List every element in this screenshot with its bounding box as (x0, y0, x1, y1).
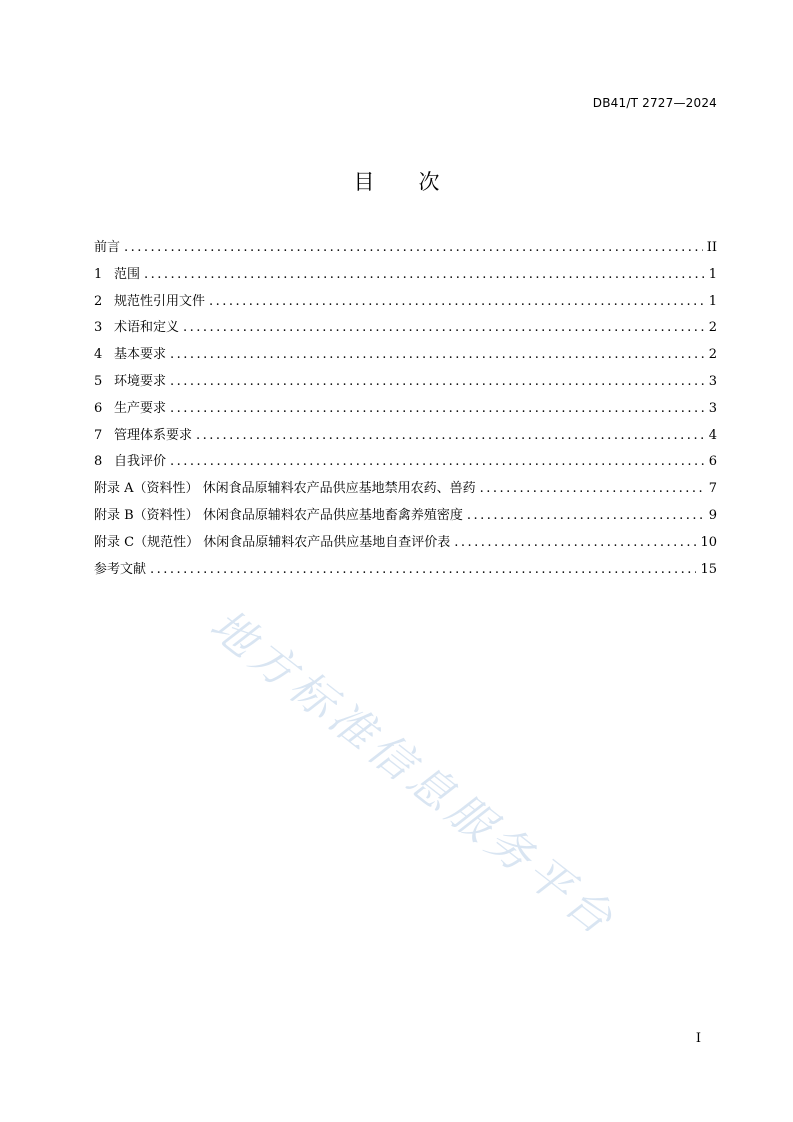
toc-entry-label: 环境要求 (114, 373, 167, 389)
toc-entry-number: 1 (94, 266, 103, 282)
toc-entry-appendix-c[interactable] (94, 531, 717, 558)
watermark: 地方标准信息服务平台 (200, 599, 626, 948)
toc-entry-label: 生产要求 (114, 400, 167, 416)
toc-entry-page: 9 (708, 507, 717, 523)
toc-entry-label: 基本要求 (114, 347, 167, 363)
toc-entry-label: 规范性引用文件 (114, 293, 206, 309)
toc-leader-dots (170, 347, 705, 362)
toc-entry-label: 参考文献 (94, 561, 147, 577)
toc-entry-page: 2 (708, 320, 717, 336)
toc-leader-dots (196, 428, 705, 443)
toc-entry-basic-requirements[interactable] (94, 343, 717, 370)
toc-leader-dots (170, 454, 705, 469)
toc-leader-dots (183, 320, 705, 335)
toc-leader-dots (467, 508, 705, 523)
page-number: I (695, 1031, 701, 1046)
toc-entry-number: 5 (94, 373, 103, 389)
toc-entry-bibliography[interactable] (94, 558, 717, 585)
toc-entry-number: 2 (94, 293, 103, 309)
toc-entry-label: 前言 (94, 240, 121, 255)
toc-entry-number: 6 (94, 400, 103, 416)
toc-entry-page: 4 (708, 427, 717, 443)
toc-entry-number: 7 (94, 427, 103, 443)
toc-entry-scope[interactable] (94, 263, 717, 290)
toc-entry-page: 3 (708, 400, 717, 416)
toc-entry-page: 6 (708, 454, 717, 470)
toc-entry-appendix-a[interactable] (94, 477, 717, 504)
toc-entry-number: 8 (94, 454, 103, 470)
toc-entry-label: 范围 (114, 266, 141, 282)
toc-entry-page: II (706, 240, 717, 255)
toc-entry-appendix-b[interactable] (94, 504, 717, 531)
toc-entry-environment-requirements[interactable] (94, 370, 717, 397)
toc-leader-dots (144, 267, 705, 282)
toc-entry-page: 2 (708, 347, 717, 363)
toc-entry-foreword[interactable] (94, 236, 717, 263)
toc-entry-label: 术语和定义 (114, 320, 180, 336)
toc-entry-page: 3 (708, 373, 717, 389)
toc-leader-dots (170, 374, 705, 389)
toc-entry-page: 1 (708, 266, 717, 282)
toc-entry-label: 附录 B（资料性） 休闲食品原辅料农产品供应基地畜禽养殖密度 (94, 507, 463, 523)
toc-entry-management-system[interactable] (94, 424, 717, 451)
toc-leader-dots (150, 562, 696, 577)
document-code: DB41/T 2727—2024 (592, 96, 717, 110)
toc-entry-page: 7 (708, 481, 717, 497)
toc-leader-dots (170, 401, 705, 416)
toc-entry-label: 附录 C（规范性） 休闲食品原辅料农产品供应基地自查评价表 (94, 534, 451, 550)
toc-entry-self-evaluation[interactable] (94, 450, 717, 477)
toc-entry-label: 自我评价 (114, 454, 167, 470)
toc-entry-page: 10 (700, 534, 717, 550)
toc-leader-dots (124, 240, 703, 255)
table-of-contents (94, 236, 717, 584)
toc-entry-label: 管理体系要求 (114, 427, 193, 443)
toc-entry-number: 3 (94, 320, 103, 336)
toc-entry-normative-references[interactable] (94, 290, 717, 317)
toc-entry-terms-definitions[interactable] (94, 316, 717, 343)
toc-entry-page: 15 (700, 561, 717, 577)
toc-entry-page: 1 (708, 293, 717, 309)
toc-entry-production-requirements[interactable] (94, 397, 717, 424)
toc-leader-dots (480, 481, 705, 496)
toc-entry-label: 附录 A（资料性） 休闲食品原辅料农产品供应基地禁用农药、兽药 (94, 481, 476, 497)
toc-leader-dots (454, 535, 696, 550)
page-title: 目次 (353, 170, 484, 194)
toc-leader-dots (209, 294, 705, 309)
toc-entry-number: 4 (94, 347, 103, 363)
